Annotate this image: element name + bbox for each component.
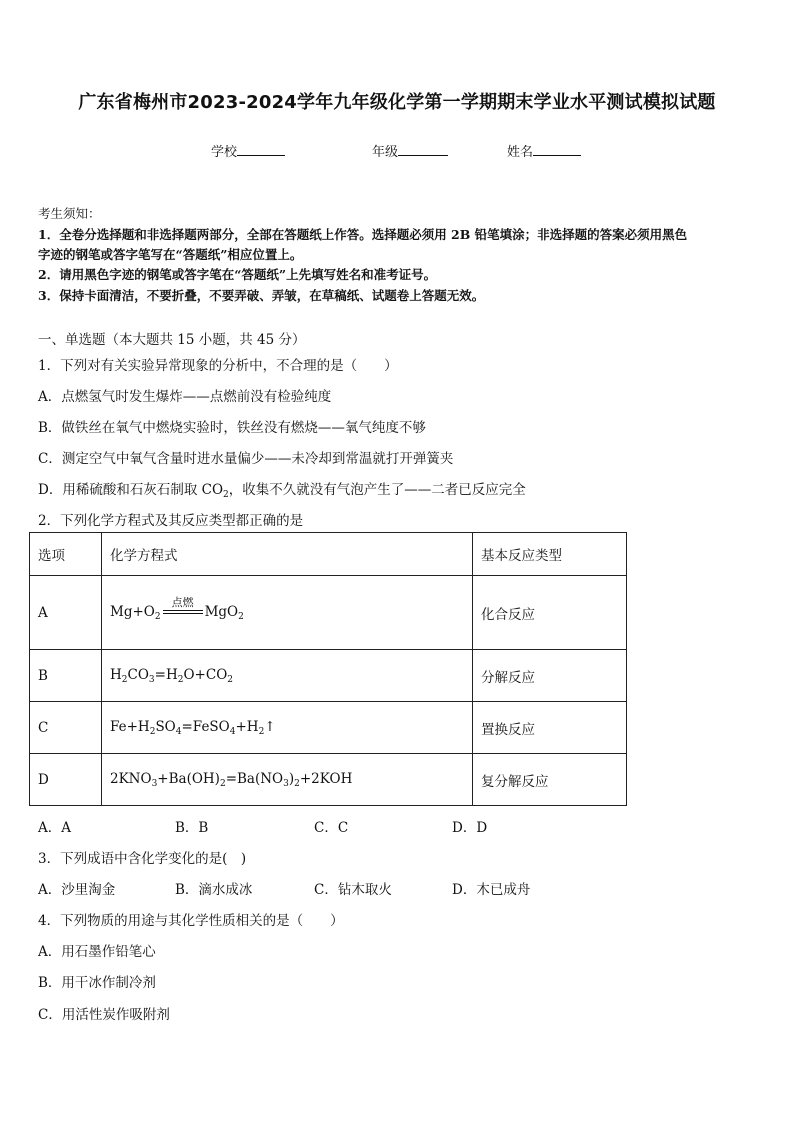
row-option: D: [30, 754, 102, 806]
formula-text: 2KNO: [110, 770, 152, 787]
equation-right: [205, 604, 244, 620]
q4-option-a: A．用石墨作铅笔心: [38, 944, 156, 960]
q2-choice-a: A．A: [38, 820, 71, 836]
formula-text: Fe+H: [110, 718, 150, 735]
q3-stem: 3．下列成语中含化学变化的是( ): [38, 851, 247, 867]
subscript: 2: [294, 778, 300, 789]
table-row: [30, 576, 627, 650]
notice-item: 1．全卷分选择题和非选择题两部分，全部在答题纸上作答。选择题必须用 2B 铅笔填涂；非选择题的答案必须用黑色: [38, 227, 688, 242]
name-label: 姓名: [507, 145, 534, 160]
subscript: 2: [149, 726, 156, 737]
row-equation: [102, 650, 473, 702]
notice-item: 字迹的钢笔或答字笔写在“答题纸”相应位置上。: [38, 247, 303, 262]
table-header-row: [30, 533, 627, 576]
formula-text: ): [288, 770, 295, 787]
formula-text: SO: [155, 718, 176, 735]
page-title: 广东省梅州市2023-2024学年九年级化学第一学期期末学业水平测试模拟试题: [78, 92, 716, 113]
formula-text: +2KOH: [299, 770, 353, 787]
q2-stem: 2．下列化学方程式及其反应类型都正确的是: [38, 513, 304, 529]
row-type: 化合反应: [473, 576, 627, 650]
notice-heading: 考生须知：: [38, 206, 101, 221]
table-row: [30, 650, 627, 702]
q1-option-d: D．用稀硫酸和石灰石制取 $CO_2$，收集不久就没有气泡产生了——二者已反应完全: [38, 482, 526, 500]
subscript: 2: [219, 778, 226, 789]
formula-text: +Ba(OH): [157, 770, 220, 787]
q3-choice-b: B．滴水成冰: [175, 882, 253, 898]
formula-text: =Ba(NO: [225, 770, 284, 787]
school-blank: [237, 143, 285, 156]
subscript: 2: [238, 611, 244, 622]
formula-text: =H: [154, 666, 178, 683]
formula-text: ↑: [264, 718, 276, 735]
header-equation: 化学方程式: [102, 533, 473, 576]
school-label: 学校: [211, 145, 238, 160]
row-equation: [102, 576, 473, 650]
name-blank: [533, 143, 581, 156]
grade-field: [372, 141, 448, 160]
q2-choice-d: D．D: [452, 820, 488, 836]
formula-text: O+CO: [183, 666, 228, 683]
header-type: 基本反应类型: [473, 533, 627, 576]
row-type: 复分解反应: [473, 754, 627, 806]
formula-text: +H: [235, 718, 259, 735]
q2-table: [29, 532, 627, 806]
equation-left: [110, 604, 161, 620]
subscript: 3: [148, 674, 155, 685]
q1-stem: 1．下列对有关实验异常现象的分析中，不合理的是（ ）: [38, 358, 398, 374]
q1-option-b: B．做铁丝在氧气中燃烧实验时，铁丝没有燃烧——氧气纯度不够: [38, 420, 426, 436]
formula-text: H: [110, 666, 122, 683]
row-type: 分解反应: [473, 650, 627, 702]
row-equation: [102, 702, 473, 754]
formula-text: Mg+O: [110, 603, 155, 620]
q1-option-c: C．测定空气中氧气含量时进水量偏少——未冷却到常温就打开弹簧夹: [38, 451, 454, 467]
subscript: 3: [283, 778, 289, 789]
subscript: 4: [229, 726, 236, 737]
table-row: [30, 754, 627, 806]
q3-choice-d: D．木已成舟: [452, 882, 531, 898]
subscript: 3: [151, 778, 158, 789]
subscript: 2: [258, 726, 265, 737]
subscript: 4: [175, 726, 182, 737]
q3-choice-c: C．钻木取火: [314, 882, 392, 898]
subscript: 2: [121, 674, 128, 685]
row-equation: [102, 754, 473, 806]
subscript: 2: [154, 611, 161, 622]
q4-option-c: C．用活性炭作吸附剂: [38, 1007, 170, 1023]
school-field: [211, 141, 285, 160]
q1-option-a: A．点燃氢气时发生爆炸——点燃前没有检验纯度: [38, 389, 332, 405]
subscript: 2: [227, 674, 233, 685]
name-field: [507, 141, 581, 160]
notice-item: 3．保持卡面清洁，不要折叠，不要弄破、弄皱，在草稿纸、试题卷上答题无效。: [38, 288, 485, 303]
q2-choice-c: C．C: [314, 820, 349, 836]
formula-text: CO: [127, 666, 149, 683]
subscript: 2: [177, 674, 184, 685]
row-option: B: [30, 650, 102, 702]
notice-item: 2．请用黑色字迹的钢笔或答字笔在“答题纸”上先填写姓名和准考证号。: [38, 267, 437, 282]
header-option: 选项: [30, 533, 102, 576]
row-type: 置换反应: [473, 702, 627, 754]
row-option: A: [30, 576, 102, 650]
q4-stem: 4．下列物质的用途与其化学性质相关的是（ ）: [38, 913, 344, 929]
formula-text: MgO: [204, 603, 239, 620]
row-option: C: [30, 702, 102, 754]
grade-blank: [398, 143, 448, 156]
q4-option-b: B．用干冰作制冷剂: [38, 975, 156, 991]
table-row: [30, 702, 627, 754]
reaction-condition: 点燃: [161, 605, 205, 619]
q3-choice-a: A．沙里淘金: [38, 882, 116, 898]
section-heading: 一、单选题（本大题共 15 小题，共 45 分）: [38, 332, 306, 348]
formula-text: =FeSO: [181, 718, 230, 735]
grade-label: 年级: [372, 145, 399, 160]
q2-choice-b: B．B: [175, 820, 209, 836]
